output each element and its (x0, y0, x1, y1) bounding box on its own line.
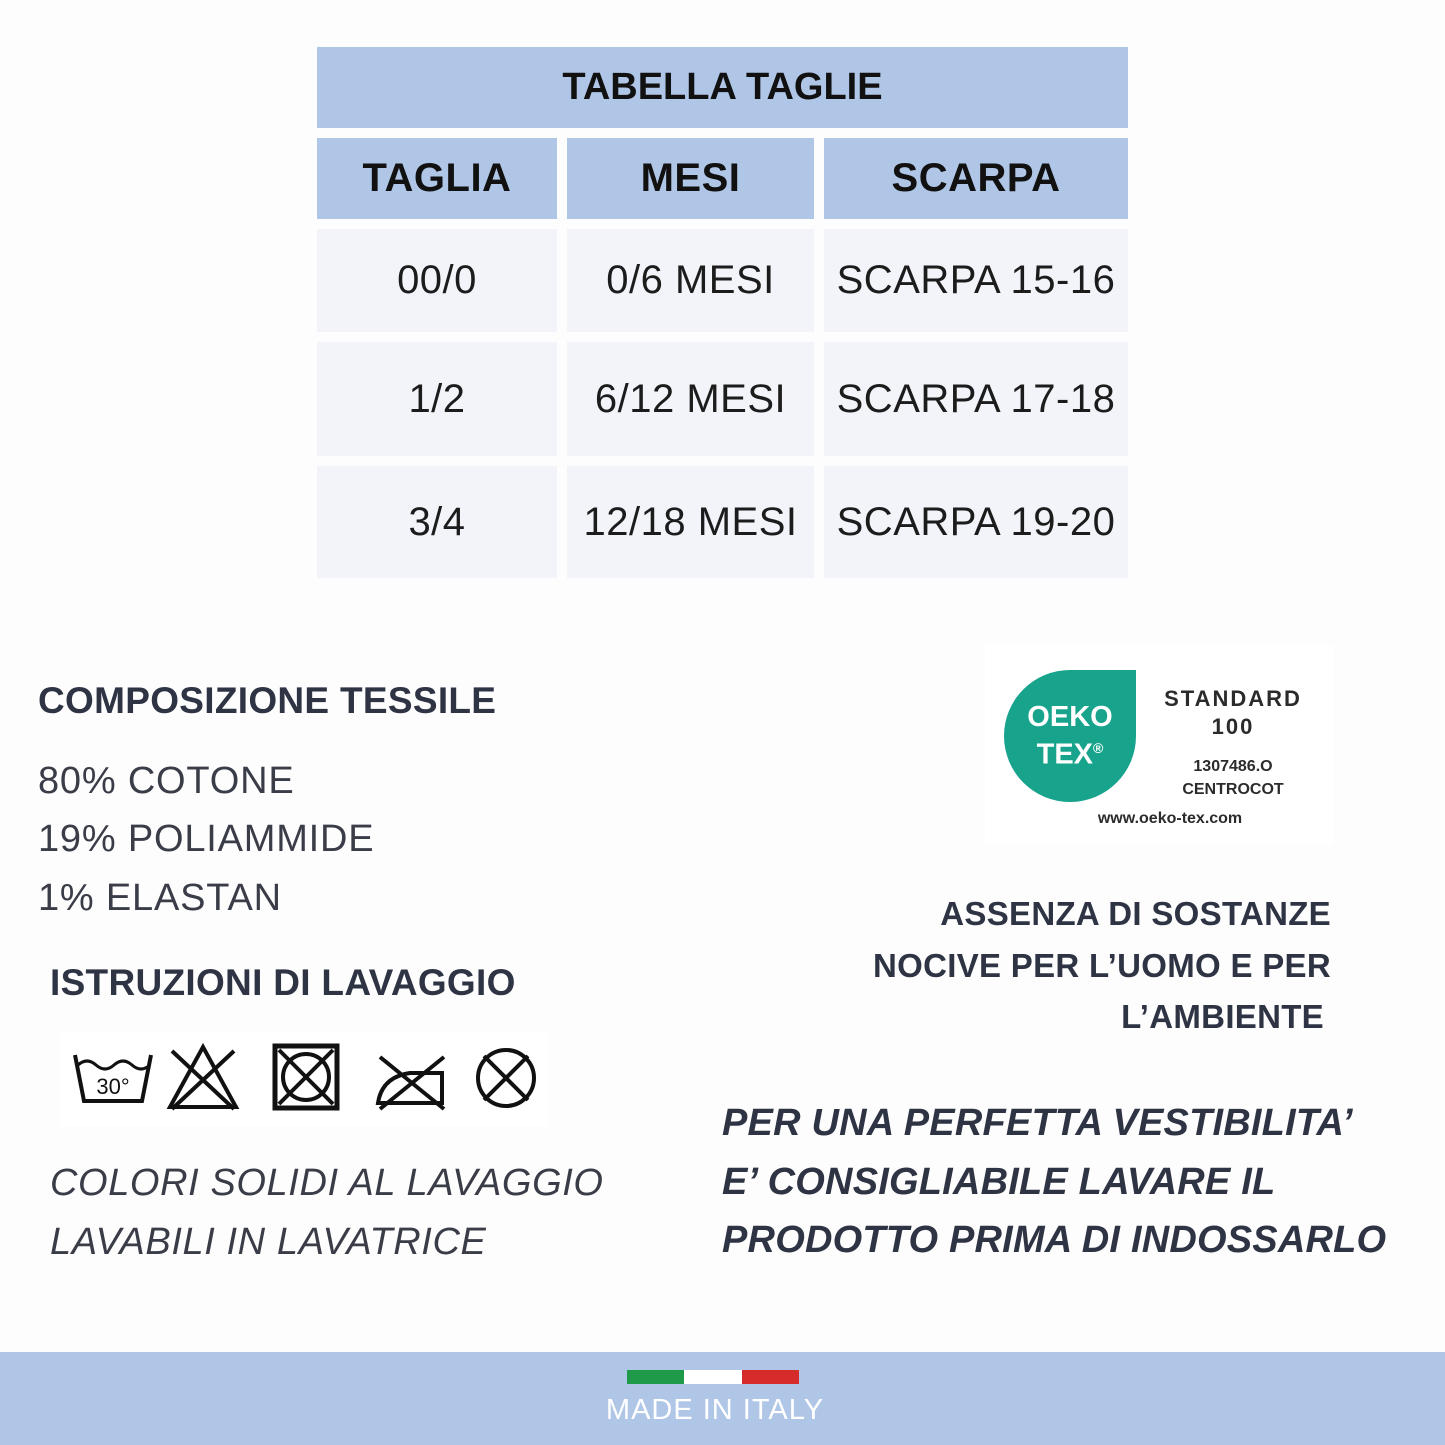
made-in-italy-label: MADE IN ITALY (605, 1394, 825, 1426)
care-symbols (60, 1033, 548, 1126)
wash-30-icon (75, 1055, 151, 1101)
italian-flag-icon (627, 1370, 799, 1384)
composition-heading: COMPOSIZIONE TESSILE (38, 680, 497, 721)
table-cell: 12/18 MESI (567, 466, 814, 578)
composition-item: 19% POLIAMMIDE (38, 818, 375, 860)
no-dry-clean-icon (478, 1050, 534, 1106)
header-mesi: MESI (567, 138, 814, 219)
table-cell: 00/0 (317, 229, 557, 332)
washing-heading: ISTRUZIONI DI LAVAGGIO (50, 962, 516, 1003)
oekotex-standard-label: STANDARD (1164, 686, 1302, 711)
table-cell: SCARPA 17-18 (824, 342, 1128, 456)
table-cell: SCARPA 15-16 (824, 229, 1128, 332)
footer-bar (0, 1352, 1445, 1445)
oekotex-standard (1148, 685, 1318, 741)
table-cell: 0/6 MESI (567, 229, 814, 332)
oekotex-institute: CENTROCOT (1182, 781, 1284, 798)
table-cell: 6/12 MESI (567, 342, 814, 456)
flag-stripe-green (627, 1370, 684, 1384)
oekotex-standard-number: 100 (1211, 714, 1255, 739)
composition-item: 1% ELASTAN (38, 877, 282, 919)
flag-stripe-white (684, 1370, 741, 1384)
oekotex-url: www.oeko-tex.com (1097, 810, 1243, 827)
wash-temperature: 30° (96, 1074, 130, 1099)
no-iron-icon (378, 1057, 444, 1109)
safety-line: ASSENZA DI SOSTANZE (940, 895, 1331, 932)
fit-advice-line: E’ CONSIGLIABILE LAVARE IL (722, 1161, 1276, 1203)
size-table-title: TABELLA TAGLIE (317, 47, 1128, 128)
table-cell: 1/2 (317, 342, 557, 456)
oekotex-logo-line1: OEKO (1027, 700, 1113, 733)
washing-note: LAVABILI IN LAVATRICE (50, 1221, 487, 1263)
table-cell: SCARPA 19-20 (824, 466, 1128, 578)
oekotex-logo-line2: TEX® (1036, 738, 1104, 771)
no-bleach-icon (170, 1047, 236, 1109)
oekotex-certificate (1148, 755, 1318, 801)
oekotex-logo (1004, 670, 1136, 802)
safety-line: NOCIVE PER L’UOMO E PER (873, 947, 1331, 984)
no-tumble-dry-icon (275, 1046, 337, 1108)
fit-advice-line: PER UNA PERFETTA VESTIBILITA’ (722, 1102, 1353, 1144)
safety-line: L’AMBIENTE (1121, 998, 1324, 1035)
oekotex-certificate-number: 1307486.O (1193, 758, 1273, 775)
fit-advice-line: PRODOTTO PRIMA DI INDOSSARLO (722, 1219, 1387, 1261)
header-scarpa: SCARPA (824, 138, 1128, 219)
oekotex-label (985, 645, 1333, 845)
composition-item: 80% COTONE (38, 760, 295, 802)
washing-note: COLORI SOLIDI AL LAVAGGIO (50, 1162, 604, 1204)
flag-stripe-red (742, 1370, 799, 1384)
oekotex-reg-mark: ® (1093, 739, 1104, 756)
table-cell: 3/4 (317, 466, 557, 578)
header-taglia: TAGLIA (317, 138, 557, 219)
